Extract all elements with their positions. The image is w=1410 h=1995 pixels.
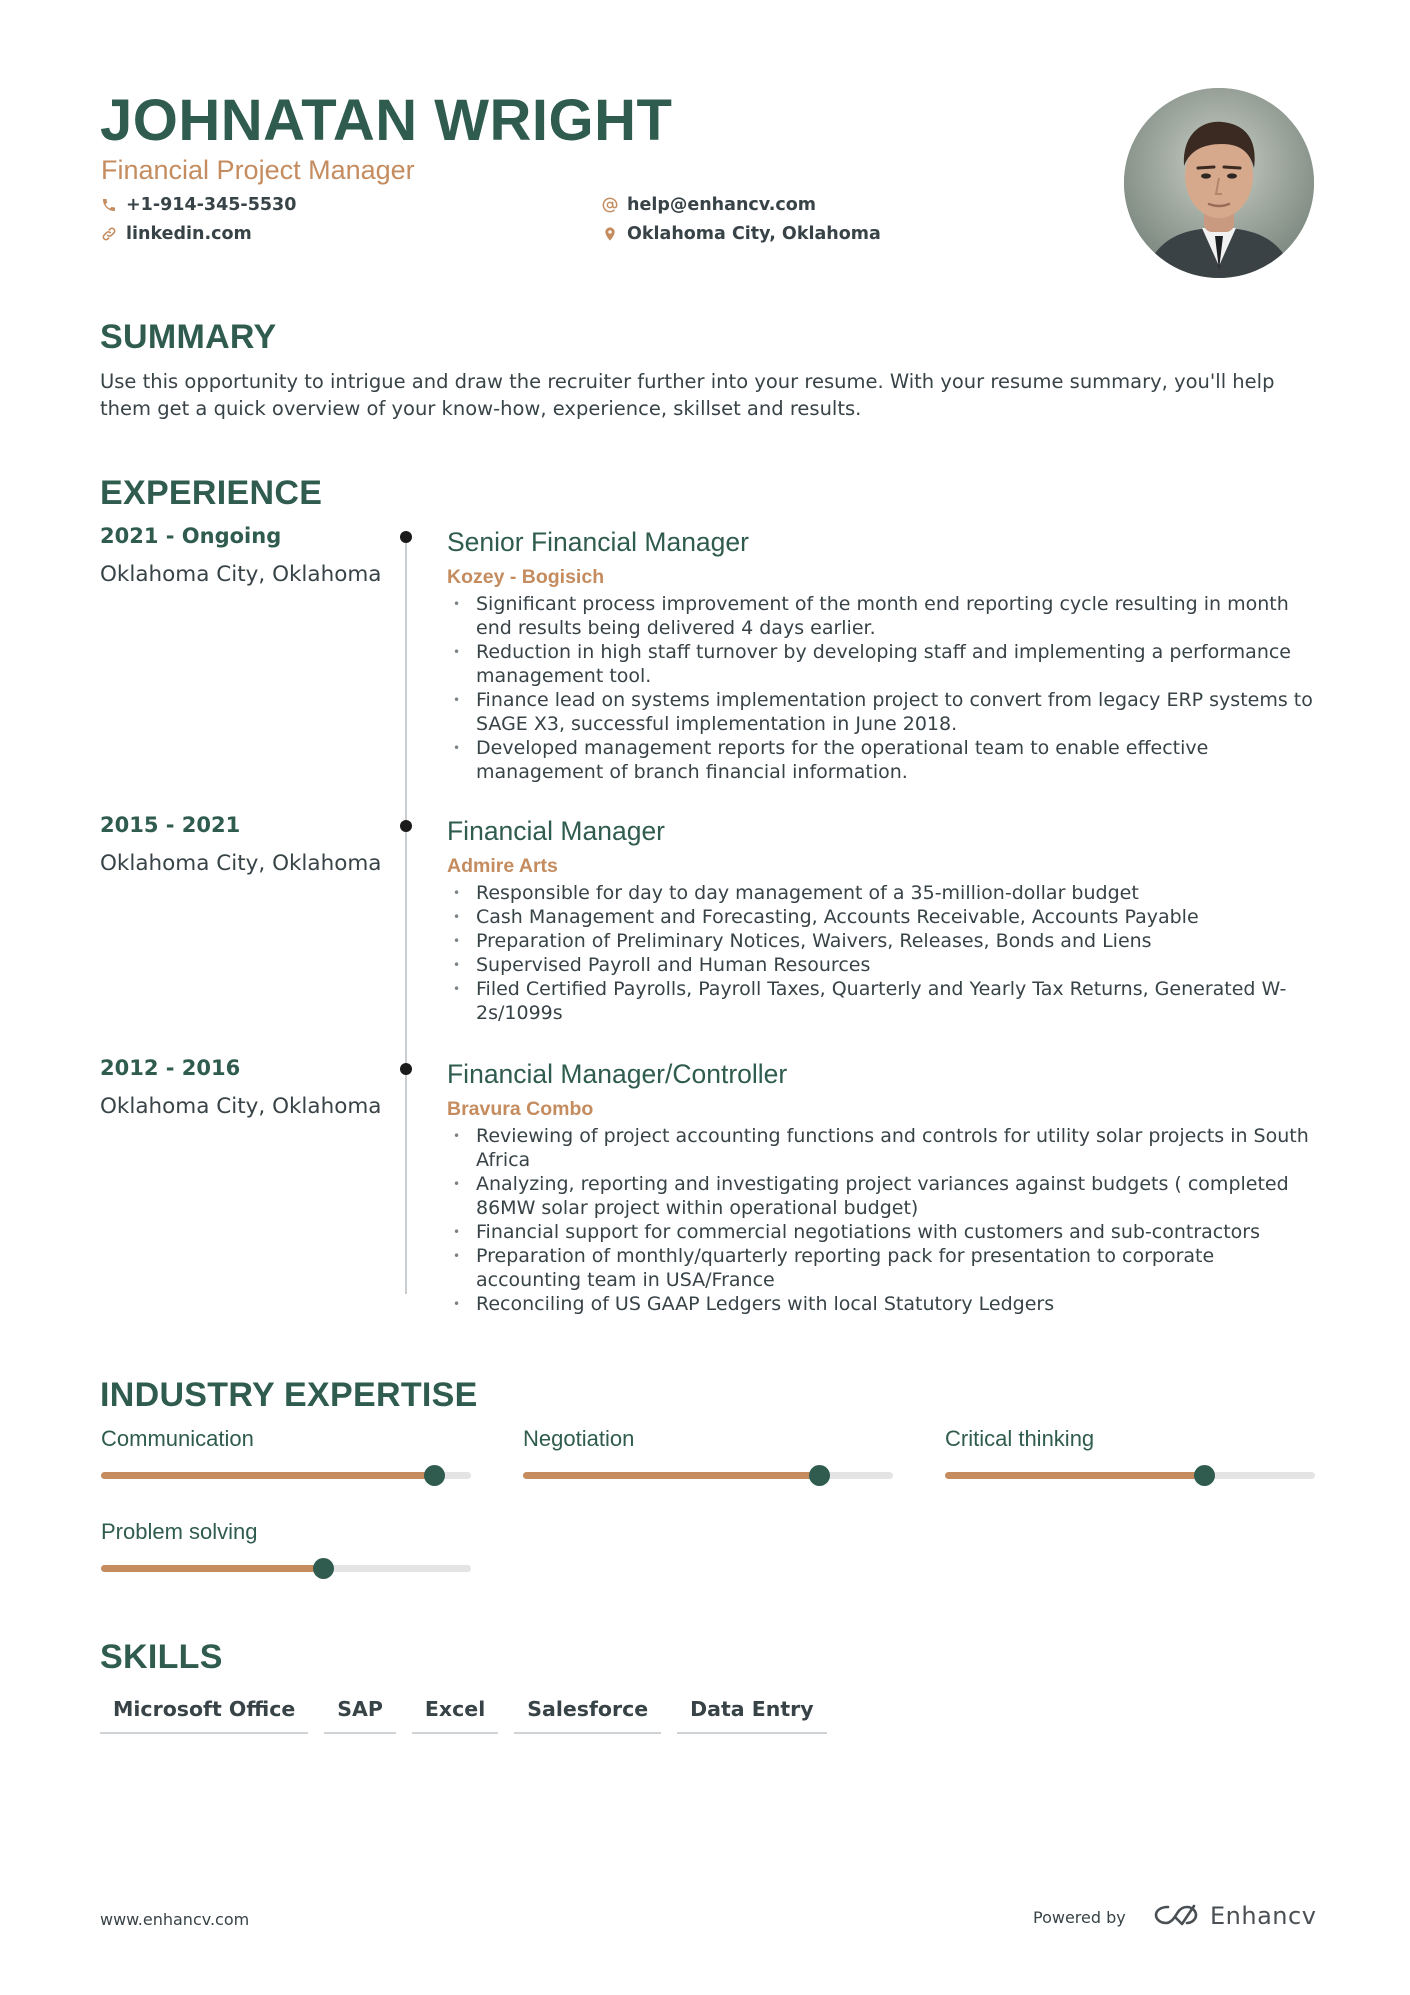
expertise-bar-knob	[1194, 1465, 1215, 1486]
job-bullets	[447, 1124, 1317, 1316]
expertise-bar-fill	[523, 1472, 819, 1479]
map-pin-icon	[602, 226, 618, 242]
job-bullet: • Analyzing, reporting and investigating project variances against budgets ( completed 86MW solar project within operational budget)	[447, 1172, 1317, 1220]
experience-heading: EXPERIENCE	[100, 474, 323, 512]
skill-tag: Excel	[412, 1693, 498, 1734]
summary-text: Use this opportunity to intrigue and draw the recruiter further into your resume. With your resume summary, you'll help them get a quick overview of your know-how, experience, skillset and results.	[100, 370, 1275, 420]
expertise-bar	[523, 1472, 893, 1479]
expertise-label: Problem solving	[101, 1519, 258, 1544]
link-icon	[101, 226, 117, 242]
contact-email[interactable]	[602, 193, 816, 217]
skill-tag: SAP	[324, 1693, 396, 1734]
skills-heading: SKILLS	[100, 1638, 223, 1676]
expertise-item	[101, 1518, 471, 1546]
expertise-bar-knob	[424, 1465, 445, 1486]
candidate-name: JOHNATAN WRIGHT	[100, 88, 673, 153]
expertise-bar	[101, 1472, 471, 1479]
contact-link[interactable]	[101, 222, 252, 246]
industry-expertise-heading: INDUSTRY EXPERTISE	[100, 1376, 478, 1414]
job-company: Bravura Combo	[447, 1098, 594, 1120]
job-company: Kozey - Bogisich	[447, 566, 605, 588]
job-dates: 2015 - 2021	[100, 813, 241, 837]
contact-phone[interactable]	[101, 193, 296, 217]
job-bullet: • Reduction in high staff turnover by developing staff and implementing a performance management tool.	[447, 640, 1317, 688]
summary-heading: SUMMARY	[100, 318, 277, 356]
expertise-item	[101, 1425, 471, 1453]
job-title: Senior Financial Manager	[447, 527, 749, 557]
enhancv-logo-icon[interactable]	[1152, 1900, 1200, 1930]
powered-by-text: Powered by	[1033, 1908, 1126, 1927]
skill-tag: Microsoft Office	[100, 1693, 308, 1734]
job-bullet: • Preparation of monthly/quarterly reporting pack for presentation to corporate accounting team in USA/France	[447, 1244, 1317, 1292]
expertise-label: Critical thinking	[945, 1426, 1095, 1451]
job-location: Oklahoma City, Oklahoma	[100, 562, 382, 587]
job-bullets	[447, 881, 1317, 1025]
job-location: Oklahoma City, Oklahoma	[100, 1094, 382, 1119]
avatar-portrait	[1124, 88, 1314, 278]
job-company: Admire Arts	[447, 855, 558, 877]
job-bullet: • Developed management reports for the operational team to enable effective management of branch financial information.	[447, 736, 1317, 784]
at-icon	[602, 197, 618, 213]
candidate-role: Financial Project Manager	[101, 155, 415, 185]
footer-website-link[interactable]: www.enhancv.com	[100, 1910, 250, 1929]
job-bullet: • Supervised Payroll and Human Resources	[447, 953, 1317, 977]
job-bullet: • Reviewing of project accounting functions and controls for utility solar projects in South Africa	[447, 1124, 1317, 1172]
job-dates: 2012 - 2016	[100, 1056, 241, 1080]
expertise-bar	[101, 1565, 471, 1572]
job-bullet: • Preparation of Preliminary Notices, Waivers, Releases, Bonds and Liens	[447, 929, 1317, 953]
job-bullet: • Reconciling of US GAAP Ledgers with local Statutory Ledgers	[447, 1292, 1317, 1316]
expertise-bar-fill	[101, 1565, 323, 1572]
expertise-item	[945, 1425, 1315, 1453]
expertise-item	[523, 1425, 893, 1453]
skill-tag: Salesforce	[514, 1693, 661, 1734]
job-bullet: • Responsible for day to day management of a 35-million-dollar budget	[447, 881, 1317, 905]
job-bullet: • Significant process improvement of the month end reporting cycle resulting in month end results being delivered 4 days earlier.	[447, 592, 1317, 640]
expertise-bar-fill	[945, 1472, 1204, 1479]
job-title: Financial Manager/Controller	[447, 1059, 788, 1089]
job-bullet: • Filed Certified Payrolls, Payroll Taxes, Quarterly and Yearly Tax Returns, Generated W-2s/1099s	[447, 977, 1317, 1025]
avatar	[1124, 88, 1314, 278]
skill-tag: Data Entry	[677, 1693, 827, 1734]
job-bullet: • Cash Management and Forecasting, Accounts Receivable, Accounts Payable	[447, 905, 1317, 929]
expertise-bar-fill	[101, 1472, 434, 1479]
job-bullet: • Financial support for commercial negotiations with customers and sub-contractors	[447, 1220, 1317, 1244]
phone-text: +1-914-345-5530	[126, 195, 297, 215]
timeline-line	[405, 537, 407, 1294]
link-text: linkedin.com	[126, 224, 252, 244]
email-text: help@enhancv.com	[627, 195, 817, 215]
expertise-bar-knob	[313, 1558, 334, 1579]
job-location: Oklahoma City, Oklahoma	[100, 851, 382, 876]
timeline-dot	[400, 820, 412, 832]
job-bullets	[447, 592, 1317, 784]
expertise-label: Negotiation	[523, 1426, 635, 1451]
enhancv-brand-name[interactable]: Enhancv	[1210, 1902, 1317, 1930]
expertise-label: Communication	[101, 1426, 254, 1451]
timeline-dot	[400, 531, 412, 543]
expertise-bar	[945, 1472, 1315, 1479]
timeline-dot	[400, 1063, 412, 1075]
location-text: Oklahoma City, Oklahoma	[627, 224, 881, 244]
contact-location	[602, 222, 881, 246]
skills-list	[100, 1693, 843, 1734]
expertise-bar-knob	[809, 1465, 830, 1486]
job-title: Financial Manager	[447, 816, 666, 846]
job-dates: 2021 - Ongoing	[100, 524, 282, 548]
phone-icon	[101, 197, 117, 213]
job-bullet: • Finance lead on systems implementation project to convert from legacy ERP systems to SAGE X3, successful implementation in June 2018.	[447, 688, 1317, 736]
